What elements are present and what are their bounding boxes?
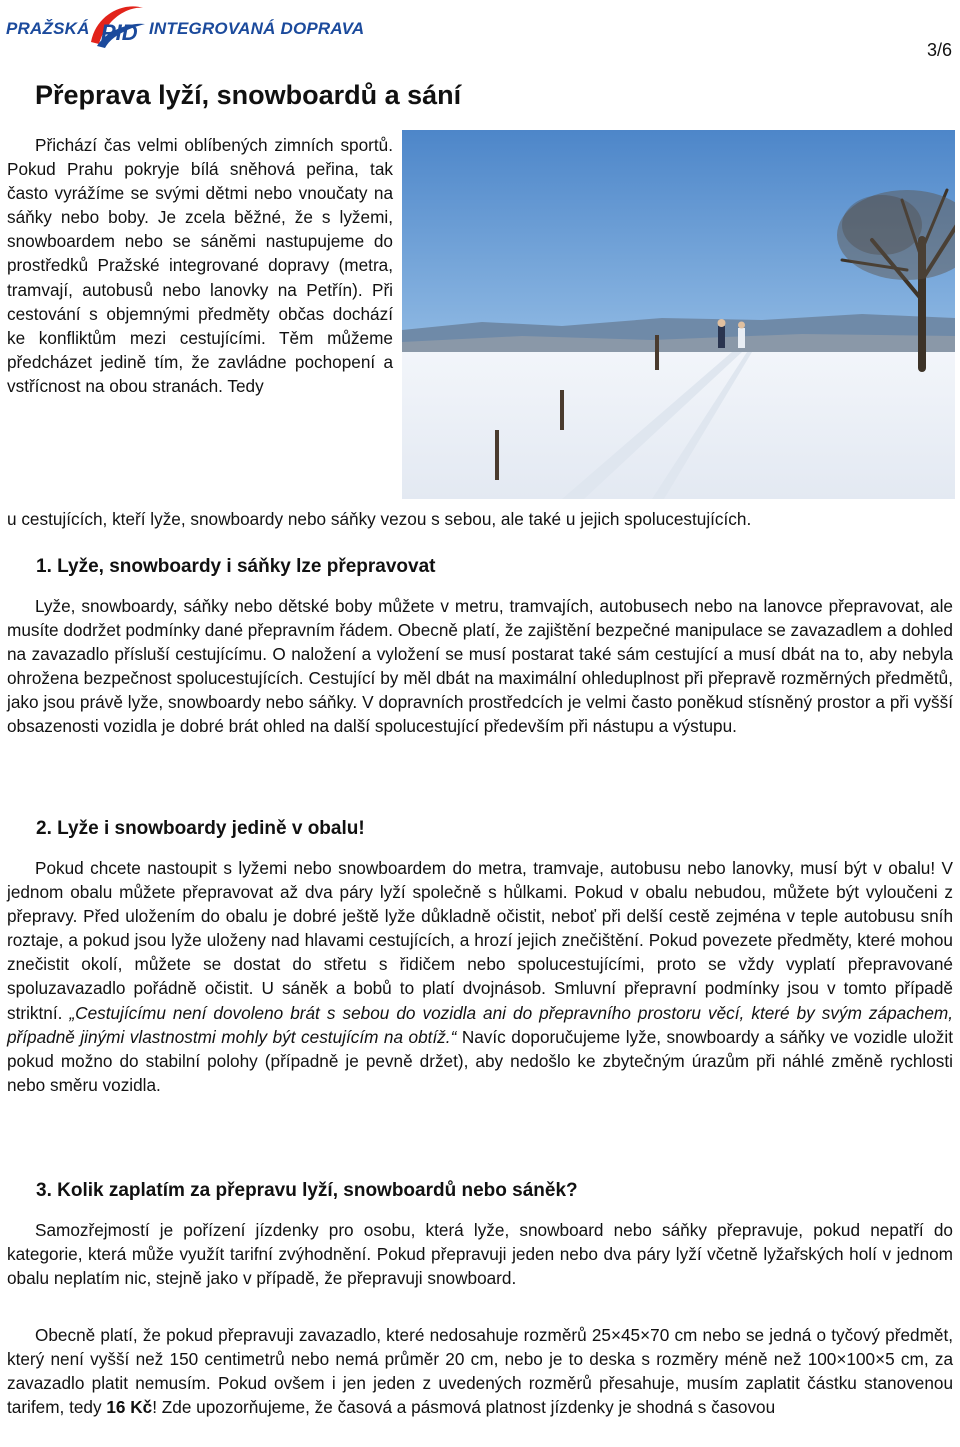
pid-logo-icon bbox=[87, 2, 147, 50]
section-3-paragraph-1: Samozřejmostí je pořízení jízdenky pro osobu, která lyže, snowboard nebo sáňky přepravuje, pokud nepatří do kategorie, která může využít tarifní zvýhodnění. Pokud přepravuji jeden nebo dva páry lyží včetně lyžařských holí v jednom obalu neplatím nic, stejně jako v případě, že přepravuji snowboard. bbox=[7, 1220, 953, 1289]
section-3-heading: 3. Kolik zaplatím za přepravu lyží, snowboardů nebo sáněk? bbox=[36, 1180, 578, 1201]
page-title: Přeprava lyží, snowboardů a sání bbox=[35, 80, 462, 110]
section-3-text-a: Obecně platí, že pokud přepravuji zavazadlo, které nedosahuje rozměrů 25×45×70 cm nebo se jedná o tyčový předmět, který není vyšší než 150 centimetrů nebo nemá průměr 20 cm, nebo je to deska s rozměry méně než 100×100×5 cm, za zavazadlo platit nemusím. Pokud ovšem i jen jeden z uvedených rozměrů přesahuje, musím zaplatit částku stanovenou tarifem, tedy bbox=[7, 1325, 953, 1418]
section-1-paragraph: Lyže, snowboardy, sáňky nebo dětské boby můžete v metru, tramvajích, autobusech nebo na lanovce přepravovat, ale musíte dodržet podmínky dané přepravním řádem. Obecně platí, že zajištění bezpečné manipulace se zavazadlem a dohled na zavazadlo přísluší cestujícímu. O naložení a vyložení se musí postarat také sám cestující a musí dbát na to, aby nebyla ohrožena bezpečnost spolucestujících. Cestující by měl dbát na maximální ohleduplnost při přepravě rozměrných předmětů, jako jsou právě lyže, snowboardy nebo sáňky. V dopravních prostředcích je velmi často poněkud stísněný prostor a při vyšší obsazenosti vozidla je dobré brát ohled na další spolucestující především při nástupu a výstupu. bbox=[7, 596, 953, 737]
logo-text-prazska: PRAŽSKÁ bbox=[6, 19, 90, 38]
section-3-paragraph-2 bbox=[7, 1323, 953, 1419]
section-1-heading: 1. Lyže, snowboardy i sáňky lze přepravovat bbox=[36, 556, 436, 577]
logo-mark-text: PID bbox=[101, 20, 138, 45]
intro-paragraph: Přichází čas velmi oblíbených zimních sportů. Pokud Prahu pokryje bílá sněhová peřina, tak často vyrážíme se svými dětmi nebo vnoučaty na sáňky nebo boby. Je zcela běžné, že s lyžemi, snowboardem nebo se sáněmi nastupujeme do prostředků Pražské integrované dopravy (metra, tramvají, autobusů nebo lanovky na Petřín). Při cestování s objemnými předměty občas dochází ke konfliktům mezi cestujícími. Těm můžeme předcházet jedině tím, že zavládne pochopení a vstřícnost na obou stranách. Tedy bbox=[7, 135, 393, 396]
section-2-text-a: Pokud chcete nastoupit s lyžemi nebo snowboardem do metra, tramvaje, autobusu nebo lanovky, musí být v obalu! V jednom obalu můžete přepravovat až dva páry lyží společně s hůlkami. Pokud v obalu nebudou, můžete být vyloučeni z přepravy. Před uložením do obalu je dobré ještě lyže důkladně očistit, neboť při delší cestě zejména v teple autobusu sníh roztaje, a pokud jsou lyže uloženy nad hlavami cestujících, a hrozí jejich znečištění. Pokud povezete předměty, které mohou znečistit okolí, můžete se dostat do střetu s řidičem nebo spolucestujícími, proto se vždy vyplatí přepravované spoluzavazadlo pořádně očistit. U sáněk a bobů to platí dvojnásob. Smluvní přepravní podmínky jsou v tomto případě striktní. bbox=[7, 858, 953, 1023]
section-2-quote: „Cestujícímu není dovoleno brát s sebou do vozidla ani do přepravního prostoru věcí, které by svým zápachem, případně jinými vlastnostmi mohly být cestujícím na obtíž.“ bbox=[7, 1002, 953, 1047]
intro-paragraph-continuation: u cestujících, kteří lyže, snowboardy nebo sáňky vezou s sebou, ale také u jejich spolucestujících. bbox=[7, 509, 752, 529]
winter-landscape-image bbox=[402, 130, 955, 499]
section-2-heading: 2. Lyže i snowboardy jedině v obalu! bbox=[36, 818, 365, 839]
luggage-price: 16 Kč bbox=[106, 1397, 153, 1418]
section-3-text-b: ! Zde upozorňujeme, že časová a pásmová platnost jízdenky je shodná s časovou bbox=[152, 1397, 776, 1418]
logo-text-integrovana-doprava: INTEGROVANÁ DOPRAVA bbox=[149, 19, 365, 38]
page-number: 3/6 bbox=[926, 40, 952, 60]
section-2-paragraph bbox=[7, 856, 953, 1097]
header bbox=[4, 2, 404, 48]
section-2-text-b: Navíc doporučujeme lyže, snowboardy a sáňky ve vozidle uložit pokud možno do stabilní polohy (případně je pevně držet), aby nedošlo ke zbytečným úrazům při náhlé změně rychlosti nebo směru vozidla. bbox=[7, 1026, 953, 1095]
